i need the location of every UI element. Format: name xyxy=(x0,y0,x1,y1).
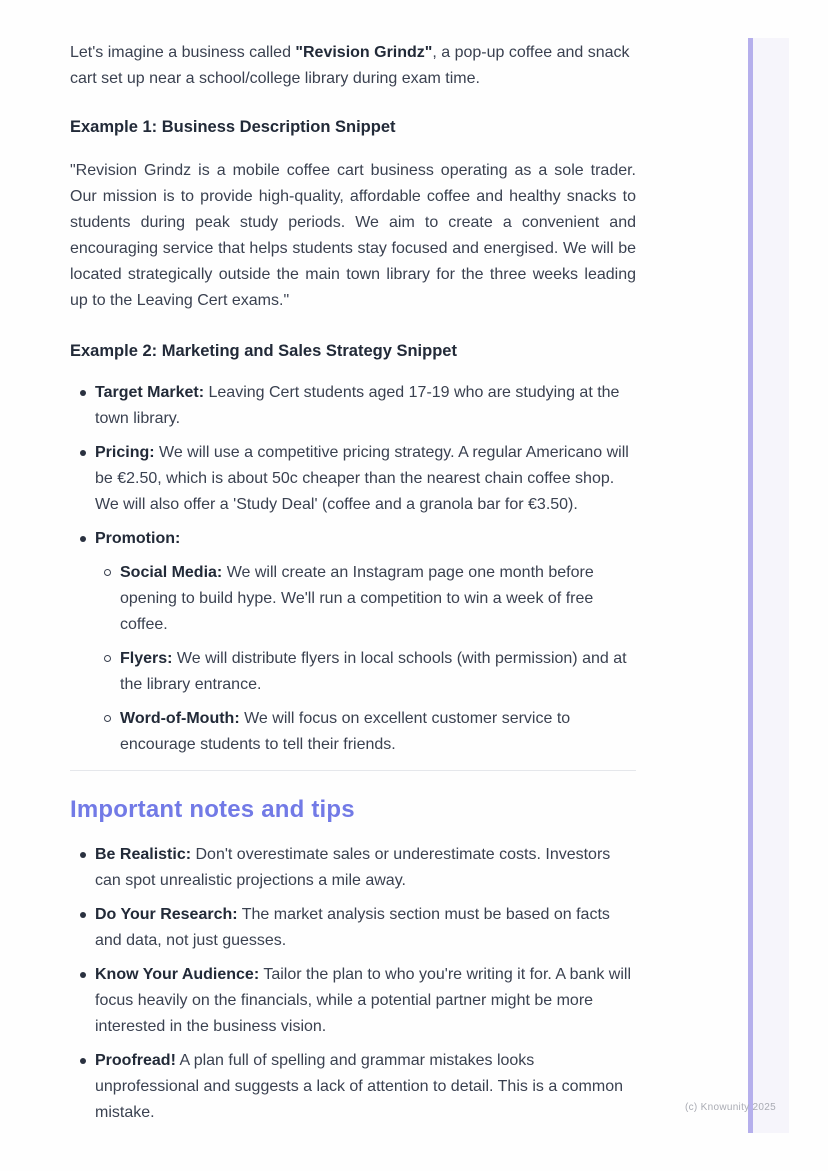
list-item-text: Don't overestimate sales or underestimate costs. Investors can spot unrealistic projections a mile away. xyxy=(95,846,611,889)
list-item-label: Be Realistic: xyxy=(95,846,192,863)
copyright-footer: (c) Knowunity 2025 xyxy=(684,1102,776,1113)
sublist-item-label: Social Media: xyxy=(120,564,223,581)
sublist-item-text: We will create an Instagram page one month before opening to build hype. We'll run a competition to win a week of free coffee. xyxy=(120,564,594,633)
list-item-promotion xyxy=(70,526,636,758)
example1-heading: Example 1: Business Description Snippet xyxy=(70,118,396,136)
business-description-paragraph: "Revision Grindz is a mobile coffee cart business operating as a sole trader. Our mission is to provide high-quality, affordable coffee and healthy snacks to students during peak study periods. We aim to create a convenient and encouraging service that helps students stay focused and energised. We will be located strategically outside the main town library for the three weeks leading up to the Leaving Cert exams." xyxy=(70,162,636,309)
list-item-text: Leaving Cert students aged 17-19 who are studying at the town library. xyxy=(95,384,620,427)
list-item-label: Do Your Research: xyxy=(95,906,238,923)
intro-paragraph xyxy=(70,40,636,92)
list-item-text: We will use a competitive pricing strategy. A regular Americano will be €2.50, which is about 50c cheaper than the nearest chain coffee shop. We will also offer a 'Study Deal' (coffee and a granola bar for €3.50). xyxy=(95,444,629,513)
marketing-strategy-list xyxy=(70,380,636,758)
sublist-item-text: We will distribute flyers in local schools (with permission) and at the library entrance. xyxy=(120,650,627,693)
list-item-text: A plan full of spelling and grammar mistakes looks unprofessional and suggests a lack of attention to detail. This is a common mistake. xyxy=(95,1052,624,1121)
promotion-sublist xyxy=(95,560,636,758)
sublist-item-social-media xyxy=(95,560,636,638)
list-item-label: Know Your Audience: xyxy=(95,966,260,983)
intro-text-post: , a pop-up coffee and snack cart set up near a school/college library during exam time. xyxy=(70,44,630,87)
notes-list xyxy=(70,842,636,1126)
list-item-know-your-audience xyxy=(70,962,636,1040)
notes-heading: Important notes and tips xyxy=(70,796,355,823)
intro-text-pre: Let's imagine a business called xyxy=(70,44,296,61)
list-item-pricing xyxy=(70,440,636,518)
list-item-label: Proofread! xyxy=(95,1052,176,1069)
next-page-edge-panel xyxy=(753,38,789,1133)
document-content xyxy=(70,40,636,1134)
list-item-text: Tailor the plan to who you're writing it for. A bank will focus heavily on the financials, while a potential partner might be more interested in the business vision. xyxy=(95,966,631,1035)
sublist-item-flyers xyxy=(95,646,636,698)
list-item-label: Promotion: xyxy=(95,530,181,547)
business-name: "Revision Grindz" xyxy=(295,44,433,61)
section-divider xyxy=(70,770,636,771)
list-item-proofread xyxy=(70,1048,636,1126)
sublist-item-text: We will focus on excellent customer service to encourage students to tell their friends. xyxy=(120,710,571,753)
list-item-label: Pricing: xyxy=(95,444,155,461)
example2-heading: Example 2: Marketing and Sales Strategy Snippet xyxy=(70,342,457,360)
next-page-edge-bar xyxy=(748,38,753,1133)
list-item-do-your-research xyxy=(70,902,636,954)
list-item-label: Target Market: xyxy=(95,384,205,401)
list-item-target-market xyxy=(70,380,636,432)
sublist-item-word-of-mouth xyxy=(95,706,636,758)
sublist-item-label: Flyers: xyxy=(120,650,173,667)
list-item-be-realistic xyxy=(70,842,636,894)
sublist-item-label: Word-of-Mouth: xyxy=(120,710,240,727)
list-item-text: The market analysis section must be based on facts and data, not just guesses. xyxy=(95,906,610,949)
